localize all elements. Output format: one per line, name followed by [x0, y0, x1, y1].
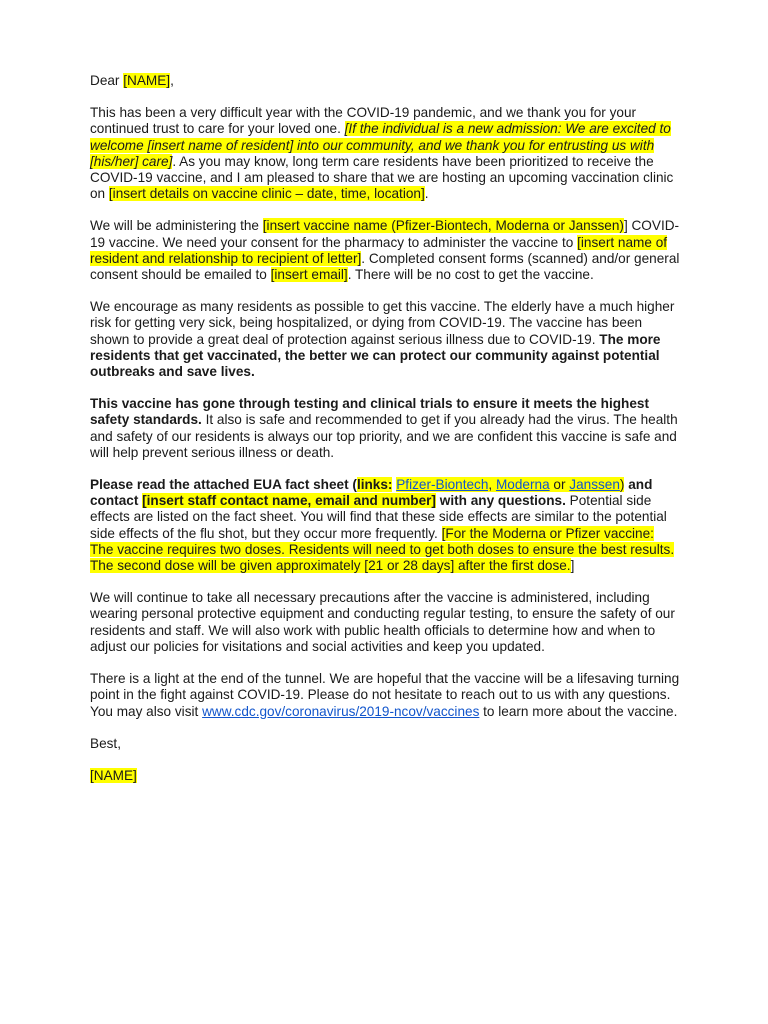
janssen-link[interactable]: Janssen	[569, 477, 620, 493]
fact-sheet-text-2: ]	[570, 558, 575, 574]
paragraph-intro	[90, 105, 680, 202]
paragraph-hope	[90, 671, 680, 720]
vaccine-name-placeholder: [insert vaccine name (Pfizer-Biontech, Moderna or Janssen)	[262, 218, 624, 234]
paragraph-fact-sheet	[90, 477, 680, 574]
consent-text-4: . There will be no cost to get the vaccine.	[347, 267, 594, 283]
fact-sheet-bold-3: with any questions.	[435, 493, 566, 509]
intro-text-3: .	[424, 186, 429, 202]
precautions-text: We will continue to take all necessary precautions after the vaccine is administered, including wearing personal protective equipment and conducting regular testing, to ensure the safety of our residents and staff. We will also work with public health officials to determine how and when to adjust our policies for visitations and social activities and keep you updated.	[90, 590, 675, 654]
paragraph-safety	[90, 396, 680, 461]
fact-sheet-bold-2: and contact	[90, 477, 653, 509]
paragraph-consent	[90, 218, 680, 283]
two-dose-placeholder: [For the Moderna or Pfizer vaccine: The vaccine requires two doses. Residents will need to get both doses to ensure the best results. The second dose will be given approximately [21 or 28 days] after the first dose.	[90, 525, 675, 574]
moderna-link[interactable]: Moderna	[495, 477, 550, 493]
links-label: links:	[356, 477, 393, 493]
greeting	[90, 73, 680, 89]
links-sep-4: )	[619, 477, 625, 493]
signature	[90, 768, 680, 784]
consent-text-1: We will be administering the	[90, 218, 263, 234]
clinic-details-placeholder: [insert details on vaccine clinic – date, time, location]	[108, 186, 425, 202]
greeting-prefix: Dear	[90, 73, 124, 88]
safety-bold: This vaccine has gone through testing and clinical trials to ensure it meets the highest safety standards.	[90, 396, 649, 428]
links-sep-2: ,	[488, 477, 496, 493]
fact-sheet-bold-1: Please read the attached EUA fact sheet (	[90, 477, 357, 493]
encourage-text: We encourage as many residents as possible to get this vaccine. The elderly have a much higher risk for getting very sick, being hospitalized, or dying from COVID-19. The vaccine has been shown to provide a great deal of protection against serious illness due to COVID-19.	[90, 299, 675, 347]
intro-text-1: This has been a very difficult year with the COVID-19 pandemic, and we thank you for your continued trust to care for your loved one.	[90, 105, 637, 137]
resident-name-placeholder: [insert name of resident and relationship to recipient of letter]	[90, 234, 668, 266]
safety-text: It also is safe and recommended to get if you already had the virus. The health and safety of our residents is always our top priority, and we are confident this vaccine is safe and will help prevent serious illness or death.	[90, 412, 678, 460]
closing: Best,	[90, 735, 121, 751]
paragraph-encourage	[90, 299, 680, 380]
pfizer-link[interactable]: Pfizer-Biontech	[396, 477, 489, 493]
greeting-suffix: ,	[170, 73, 174, 88]
links-sep-3: or	[549, 477, 570, 493]
cdc-link[interactable]: www.cdc.gov/coronavirus/2019-ncov/vaccines	[202, 703, 480, 719]
email-placeholder: [insert email]	[270, 267, 348, 283]
signature-placeholder: [NAME]	[90, 767, 137, 783]
paragraph-precautions	[90, 590, 680, 655]
hope-text-2: to learn more about the vaccine.	[479, 703, 678, 719]
consent-text-2: ] COVID-19 vaccine. We need your consent for the pharmacy to administer the vaccine to	[90, 218, 680, 250]
name-placeholder: [NAME]	[123, 73, 171, 88]
new-admission-placeholder: [If the individual is a new admission: We are excited to welcome [insert name of resident] into our community, and we thank you for entrusting us with [his/her] care]	[90, 121, 671, 169]
intro-text-2: . As you may know, long term care residents have been prioritized to receive the COVID-19 vaccine, and I am pleased to share that we are hosting an upcoming vaccination clinic on	[90, 153, 674, 202]
consent-text-3: . Completed consent forms (scanned) and/or general consent should be emailed to	[90, 250, 680, 283]
hope-text-1: There is a light at the end of the tunnel. We are hopeful that the vaccine will be a lifesaving turning point in the fight against COVID-19. Please do not hesitate to reach out to us with any questions. You may also visit	[90, 671, 680, 719]
fact-sheet-text-1: Potential side effects are listed on the fact sheet. You will find that these side effects are similar to the potential side effects of the flu shot, but they occur more frequently.	[90, 493, 667, 541]
staff-contact-placeholder: [insert staff contact name, email and number]	[142, 493, 436, 509]
encourage-bold: The more residents that get vaccinated, the better we can protect our community against potential outbreaks and save lives.	[90, 331, 661, 380]
